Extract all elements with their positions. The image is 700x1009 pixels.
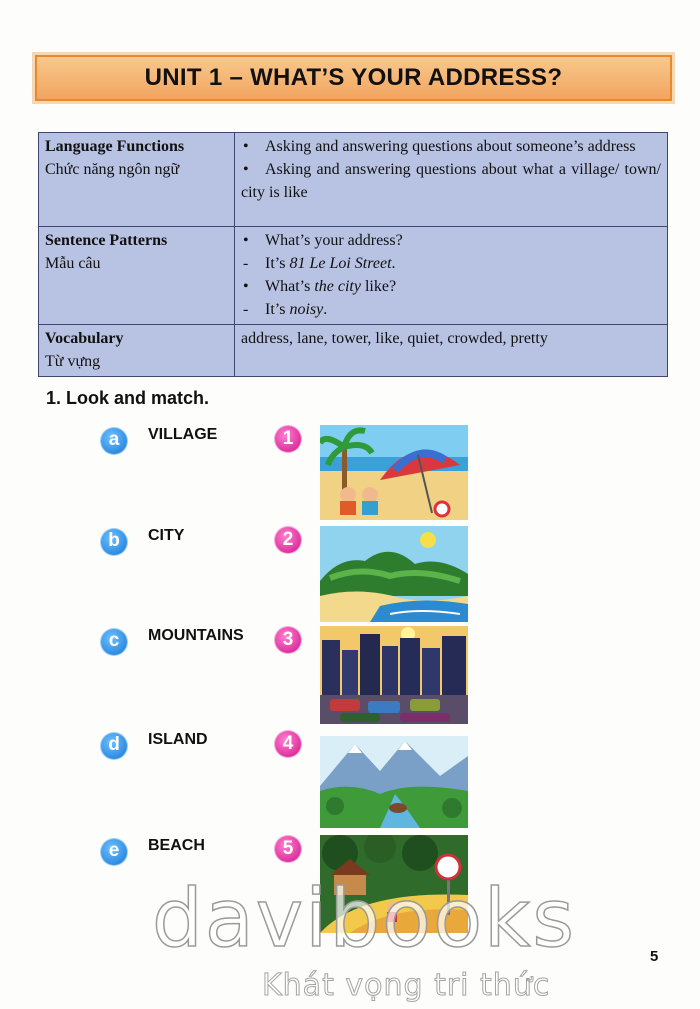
page-number: 5 [650, 948, 659, 965]
bullet-icon: • [243, 138, 249, 155]
bullet-icon: • [243, 161, 249, 178]
vocabulary-label-cell [39, 325, 235, 377]
function-item-2: • Asking and answering questions about what a village/ town/ city is like [241, 158, 661, 204]
objectives-table [38, 132, 668, 377]
number-badge-2: 2 [275, 527, 301, 553]
dash-icon: - [243, 301, 249, 318]
task-heading [46, 388, 209, 409]
task-label: Look and match. [66, 388, 210, 408]
pattern-answer-2: - It’s noisy. [241, 298, 661, 321]
pattern-question-1: • What’s your address? [241, 229, 661, 252]
watermark-tagline: Khát vọng tri thức [262, 968, 551, 1003]
table-row [39, 133, 668, 227]
label-en: Language Functions [45, 138, 185, 155]
language-functions-label-cell [39, 133, 235, 227]
bullet-icon: • [243, 232, 249, 249]
city-buildings-picture[interactable] [320, 626, 468, 724]
table-row [39, 227, 668, 325]
watermark-logo: davibooks [152, 872, 577, 965]
bullet-icon: • [243, 278, 249, 295]
label-vi: Mẫu câu [45, 255, 101, 272]
match-word-mountains[interactable]: MOUNTAINS [148, 627, 244, 644]
label-vi: Từ vựng [45, 353, 101, 370]
label-en: Sentence Patterns [45, 232, 168, 249]
match-word-island[interactable]: ISLAND [148, 731, 208, 748]
island-picture[interactable] [320, 526, 468, 622]
letter-badge-b: b [101, 529, 127, 555]
match-word-city[interactable]: CITY [148, 527, 185, 544]
number-badge-4: 4 [275, 731, 301, 757]
match-word-village[interactable]: VILLAGE [148, 426, 218, 443]
vocabulary-words: address, lane, tower, like, quiet, crowded, pretty [241, 330, 548, 347]
match-word-beach[interactable]: BEACH [148, 837, 205, 854]
number-badge-5: 5 [275, 836, 301, 862]
sentence-patterns-content-cell [235, 227, 668, 325]
table-row [39, 325, 668, 377]
unit-title: UNIT 1 – WHAT’S YOUR ADDRESS? [144, 64, 563, 91]
letter-badge-e: e [101, 839, 127, 865]
language-functions-content-cell [235, 133, 668, 227]
unit-title-banner [35, 55, 672, 101]
beach-umbrella-picture[interactable] [320, 425, 468, 520]
letter-badge-a: a [101, 428, 127, 454]
label-vi: Chức năng ngôn ngữ [45, 161, 180, 178]
vocabulary-content-cell [235, 325, 668, 377]
number-badge-3: 3 [275, 627, 301, 653]
function-item-1: • Asking and answering questions about someone’s address [241, 135, 661, 158]
dash-icon: - [243, 255, 249, 272]
letter-badge-d: d [101, 733, 127, 759]
letter-badge-c: c [101, 629, 127, 655]
pattern-answer-1: - It’s 81 Le Loi Street. [241, 252, 661, 275]
task-number: 1. [46, 388, 62, 408]
label-en: Vocabulary [45, 330, 124, 347]
mountain-river-picture[interactable] [320, 736, 468, 828]
number-badge-1: 1 [275, 426, 301, 452]
sentence-patterns-label-cell [39, 227, 235, 325]
pattern-question-2: • What’s the city like? [241, 275, 661, 298]
